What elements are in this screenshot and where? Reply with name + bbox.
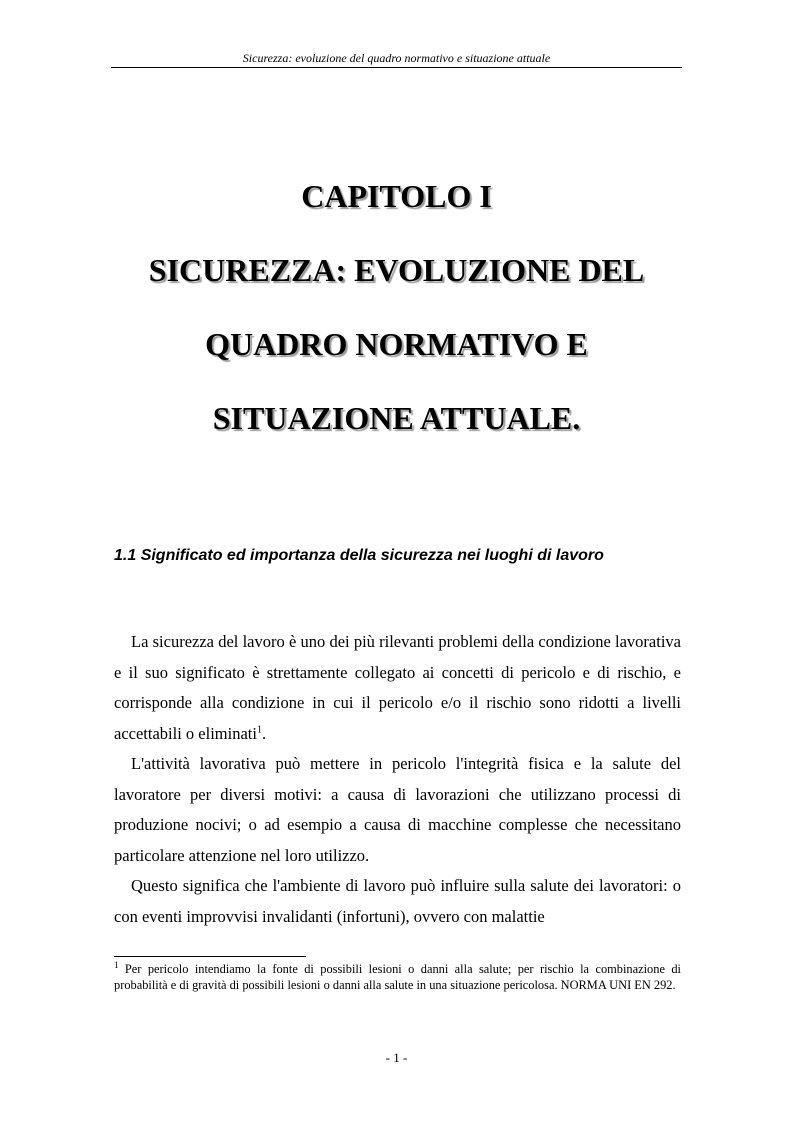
paragraph-1-end: . [261, 723, 267, 743]
header-rule [111, 67, 682, 68]
running-header: Sicurezza: evoluzione del quadro normativo e situazione attuale [242, 51, 551, 65]
paragraph-1 [114, 627, 681, 749]
page-number: - 1 - [385, 1050, 408, 1065]
paragraph-2: L'attività lavorativa può mettere in pericolo l'integrità fisica e la salute del lavoratore per diversi motivi: a causa di lavorazioni che utilizzano processi di produzione nocivi; o ad esempio a causa di macchine complesse che necessitano particolare attenzione nel loro utilizzo. [114, 754, 681, 865]
chapter-number: CAPITOLO I [301, 178, 492, 214]
chapter-title-line-2: QUADRO NORMATIVO E [205, 326, 588, 362]
chapter-title-line-1: SICUREZZA: EVOLUZIONE DEL [148, 252, 645, 288]
section-heading: 1.1 Significato ed importanza della sicurezza nei luoghi di lavoro [114, 547, 604, 564]
footnote-marker: 1 [114, 959, 119, 970]
footnote [114, 959, 681, 993]
paragraph-3: Questo significa che l'ambiente di lavoro può influire sulla salute dei lavoratori: o con eventi improvvisi invalidanti (infortuni), ovvero con malattie [114, 876, 681, 926]
footnote-rule [114, 956, 306, 957]
body-text [114, 627, 681, 932]
footnote-text: Per pericolo intendiamo la fonte di possibili lesioni o danni alla salute; per rischio la combinazione di probabilità e di gravità di possibili lesioni o danni alla salute in una situazione pericolosa. NORMA UNI EN 292. [114, 962, 681, 992]
footnote-reference: 1 [256, 724, 262, 735]
paragraph-1-text: La sicurezza del lavoro è uno dei più rilevanti problemi della condizione lavorativa e il suo significato è strettamente collegato ai concetti di pericolo e di rischio, e corrisponde alla condizione in cui il pericolo e/o il rischio sono ridotti a livelli accettabili o eliminati [114, 632, 681, 743]
chapter-title-line-3: SITUAZIONE ATTUALE. [212, 400, 581, 436]
